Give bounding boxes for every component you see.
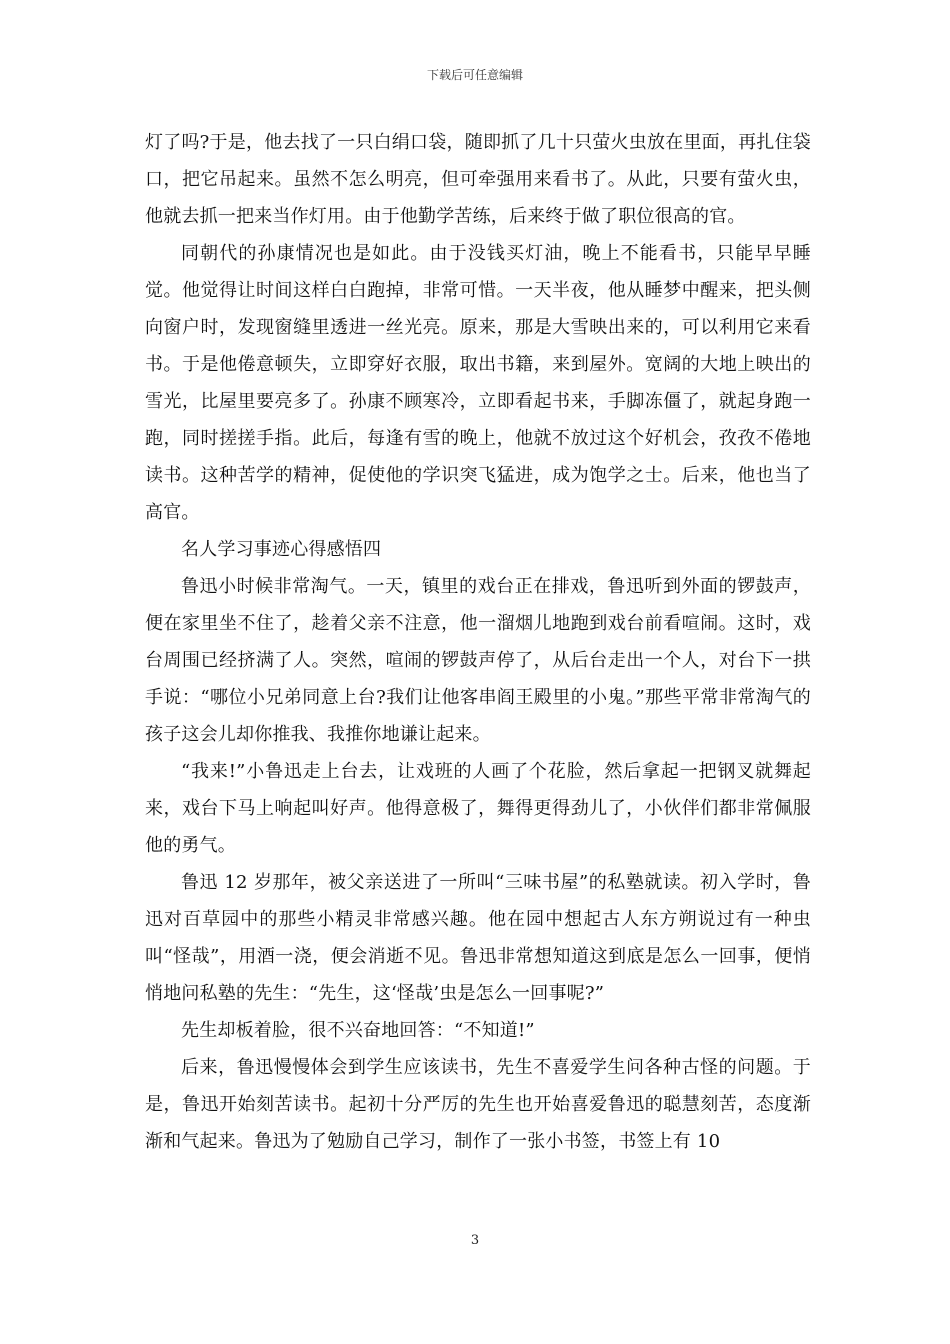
section-heading: 名人学习事迹心得感悟四 (181, 539, 382, 560)
paragraph: 同朝代的孙康情况也是如此。由于没钱买灯油，晚上不能看书，只能早早睡觉。他觉得让时间这样白白跑掉，非常可惜。一天半夜，他从睡梦中醒来，把头侧向窗户时，发现窗缝里透进一丝光亮。原来，那是大雪映出来的，可以利用它来看书。于是他倦意顿失，立即穿好衣服，取出书籍，来到屋外。宽阔的大地上映出的雪光，比屋里要亮多了。孙康不顾寒冷，立即看起书来，手脚冻僵了，就起身跑一跑，同时搓搓手指。此后，每逢有雪的晚上，他就不放过这个好机会，孜孜不倦地读书。这种苦学的精神，促使他的学识突飞猛进，成为饱学之士。后来，他也当了高官。 (145, 243, 811, 523)
paragraph: “我来!”小鲁迅走上台去，让戏班的人画了个花脸，然后拿起一把钢叉就舞起来，戏台下马上响起叫好声。他得意极了，舞得更得劲儿了，小伙伴们都非常佩服他的勇气。 (145, 761, 811, 856)
paragraph: 鲁迅 12 岁那年，被父亲送进了一所叫“三味书屋”的私塾就读。初入学时，鲁迅对百草园中的那些小精灵非常感兴趣。他在园中想起古人东方朔说过有一种虫叫“怪哉”，用酒一浇，便会消逝不见。鲁迅非常想知道这到底是怎么一回事，便悄悄地问私塾的先生：“先生，这‘怪哉’虫是怎么一回事呢?” (145, 872, 811, 1004)
paragraph: 后来，鲁迅慢慢体会到学生应该读书，先生不喜爱学生问各种古怪的问题。于是，鲁迅开始刻苦读书。起初十分严厉的先生也开始喜爱鲁迅的聪慧刻苦，态度渐渐和气起来。鲁迅为了勉励自己学习，制作了一张小书签，书签上有 10 (145, 1057, 811, 1152)
paragraph: 先生却板着脸，很不兴奋地回答：“不知道!” (181, 1020, 535, 1041)
paragraph-continuation: 灯了吗?于是，他去找了一只白绢口袋，随即抓了几十只萤火虫放在里面，再扎住袋口，把它吊起来。虽然不怎么明亮，但可牵强用来看书了。从此，只要有萤火虫，他就去抓一把来当作灯用。由于他勤学苦练，后来终于做了职位很高的官。 (145, 132, 811, 227)
document-body (145, 124, 811, 1160)
paragraph: 鲁迅小时候非常淘气。一天，镇里的戏台正在排戏，鲁迅听到外面的锣鼓声，便在家里坐不住了，趁着父亲不注意，他一溜烟儿地跑到戏台前看喧闹。这时，戏台周围已经挤满了人。突然，喧闹的锣鼓声停了，从后台走出一个人，对台下一拱手说：“哪位小兄弟同意上台?我们让他客串阎王殿里的小鬼。”那些平常非常淘气的孩子这会儿却你推我、我推你地谦让起来。 (145, 576, 811, 745)
page-header: 下载后可任意编辑 (426, 68, 523, 82)
page-number: 3 (470, 1233, 480, 1248)
